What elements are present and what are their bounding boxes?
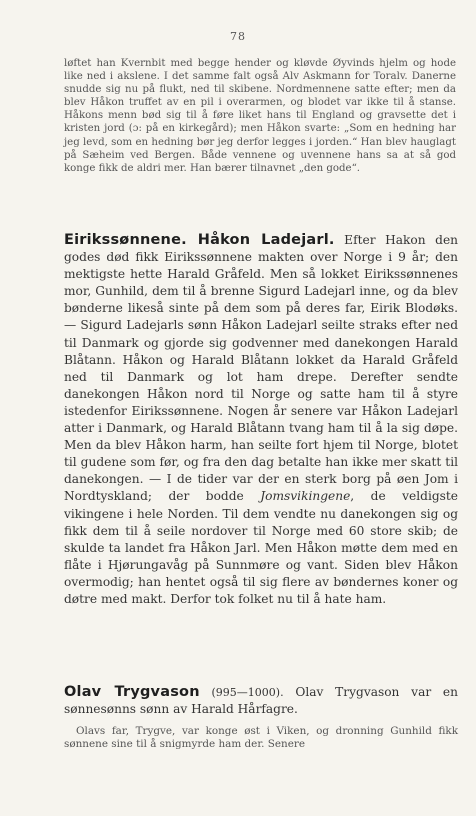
section-olav-trygvason [64, 684, 458, 752]
section-eirikssonnene [64, 232, 458, 608]
italic-term: Jomsvikingene [260, 489, 351, 504]
paragraph-text-continued: , de veldigste vikingene i hele Norden. Til dem vendte nu danekongen sig og fikk dem til å seile nordover til Norge med 60 store skib; de skulde ta landet fra Håkon Jarl. Men Håkon møtte dem med en flåte i Hjørungavåg på Sunnmøre og vant. Siden blev Håkon overmodig; han hentet også til sig flere av bøndernes koner og døtre med makt. Derfor tok folket nu til å hate ham. [64, 489, 459, 606]
section-heading: Olav Trygvason [64, 684, 200, 700]
section-heading: Eirikssønnene. Håkon Ladejarl. [64, 232, 335, 248]
previous-section-text: løftet han Kvernbit med begge hender og kløvde Øyvinds hjelm og hode like ned i akslene. I det samme falt også Alv Askmann for Toralv. Danerne snudde sig nu på flukt, ned til skibene. Nordmennene satte efter; men da blev Håkon truffet av en pil i overarmen, og blodet var ikke til å stanse. Håkons menn bød sig til å føre liket hans til England og gravsette det i kristen jord (ɔ: på en kirkegård); men Håkon svarte: „Som en hedning har jeg levd, som en hedning bør jeg derfor legges i jorden.“ Han blev hauglagt på Sæheim ved Bergen. Både vennene og uvennene hans sa at så god konge fikk de aldri mer. Han bærer tilnavnet „den gode“. [64, 58, 456, 174]
page-number: 78 [230, 30, 246, 43]
small-paragraph: Olavs far, Trygve, var konge øst i Viken, og dronning Gunhild fikk sønnene sine til å snigmyrde ham der. Senere [64, 725, 458, 751]
paragraph-text: Efter Hakon den godes død fikk Eirikssønnene makten over Norge i 9 år; den mektigste hette Harald Gråfeld. Men så lokket Eirikssønnenes mor, Gunhild, dem til å brenne Sigurd Ladejarl inne, og da blev bønderne likeså sinte på dem som på deres far, Eirik Blodøks. — Sigurd Ladejarls sønn Håkon Ladejarl seilte straks efter ned til Danmark og gjorde sig godvenner med danekongen Harald Blåtann. Håkon og Harald Blåtann lokket da Harald Gråfeld ned til Danmark og lot ham drepe. Derefter sendte danekongen Håkon nord til Norge og satte ham til å styre istedenfor Eirikssønnene. Nogen år senere var Håkon Ladejarl atter i Danmark, og Harald Blåtann tvang ham til å la sig døpe. Men da blev Håkon harm, han seilte fort hjem til Norge, blotet til gudene som før, og fra den dag betalte han ikke mer skatt til danekongen. — I de tider var der en sterk borg på øen Jom i Nordtyskland; der bodde [64, 233, 458, 504]
section-paragraph [64, 684, 458, 718]
paragraph-text: Olav Trygvason var en sønnesønns sønn av Harald Hårfagre. [64, 685, 458, 716]
section-paragraph [64, 232, 458, 608]
reign-years: (995—1000). [211, 686, 284, 699]
